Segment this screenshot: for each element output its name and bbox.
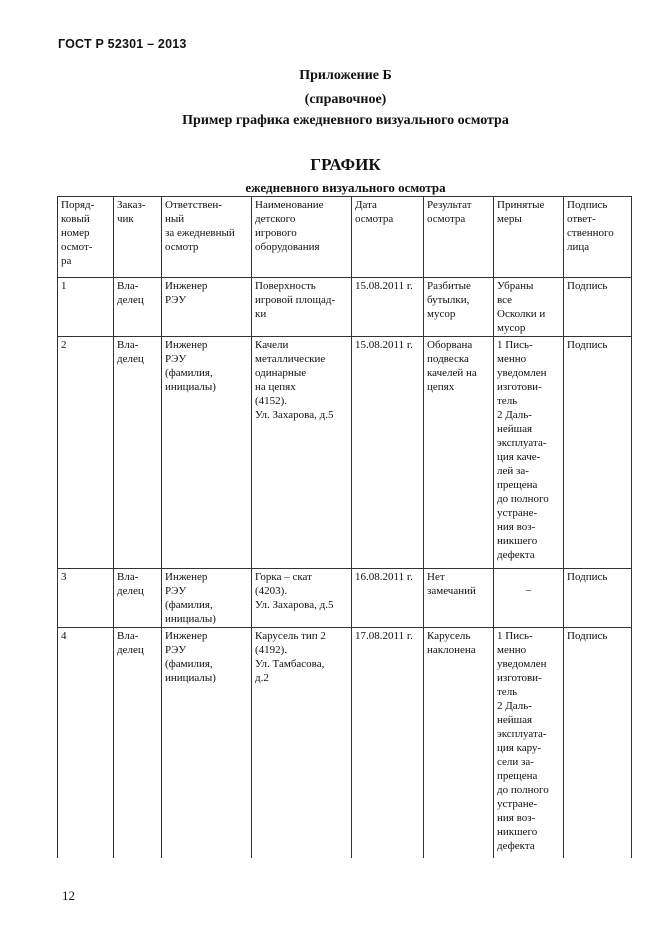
table-cell: Горка – скат (4203). Ул. Захарова, д.5 [252, 569, 352, 628]
column-header: Поряд- ковый номер осмот- ра [58, 197, 114, 278]
column-header: Заказ- чик [114, 197, 162, 278]
table-cell: Нет замечаний [424, 569, 494, 628]
table-cell: 1 Пись- менно уведомлен изготови- тель 2 Даль- нейшая эксплуата- ция каче- лей за- прещена до полного устране- ния воз- никшего дефекта [494, 337, 564, 569]
schedule-title: ГРАФИК [310, 155, 381, 174]
table-cell: Подпись [564, 569, 632, 628]
column-header: Дата осмотра [352, 197, 424, 278]
table-cell: Карусель тип 2 (4192). Ул. Тамбасова, д.2 [252, 628, 352, 858]
table-cell: 16.08.2011 г. [352, 569, 424, 628]
column-header: Принятые меры [494, 197, 564, 278]
table-cell: Карусель наклонена [424, 628, 494, 858]
table-cell: Оборвана подвеска качелей на цепях [424, 337, 494, 569]
column-header: Ответствен- ный за ежедневный осмотр [162, 197, 252, 278]
column-header: Подпись ответ- ственного лица [564, 197, 632, 278]
table-row [58, 337, 632, 569]
column-header: Наименование детского игрового оборудования [252, 197, 352, 278]
table-cell: 4 [58, 628, 114, 858]
table-cell: 2 [58, 337, 114, 569]
page-number: 12 [62, 888, 75, 903]
table-cell: Подпись [564, 628, 632, 858]
table-cell: Инженер РЭУ (фамилия, инициалы) [162, 628, 252, 858]
table-cell: 1 [58, 278, 114, 337]
table-cell: Инженер РЭУ (фамилия, инициалы) [162, 569, 252, 628]
table-row [58, 278, 632, 337]
table-cell: Разбитые бутылки, мусор [424, 278, 494, 337]
table-cell: Качели металлические одинарные на цепях (4152). Ул. Захарова, д.5 [252, 337, 352, 569]
table-row [58, 628, 632, 858]
schedule-subtitle: ежедневного визуального осмотра [245, 180, 446, 195]
table-cell: – [494, 569, 564, 628]
table-cell: Убраны все Осколки и мусор [494, 278, 564, 337]
inspection-schedule-table [57, 196, 632, 858]
table-cell: Подпись [564, 278, 632, 337]
table-cell: 3 [58, 569, 114, 628]
table-cell: 1 Пись- менно уведомлен изготови- тель 2 Даль- нейшая эксплуата- ция кару- сели за- прещена до полного устране- ния воз- никшего дефекта [494, 628, 564, 858]
table-cell: Вла- делец [114, 628, 162, 858]
table-cell: Инженер РЭУ (фамилия, инициалы) [162, 337, 252, 569]
table-cell: Вла- делец [114, 278, 162, 337]
appendix-type: (справочное) [304, 92, 387, 107]
appendix-title: Приложение Б [299, 68, 392, 83]
table-cell: Вла- делец [114, 337, 162, 569]
table-cell: 15.08.2011 г. [352, 278, 424, 337]
table-cell: Подпись [564, 337, 632, 569]
standard-header: ГОСТ Р 52301 – 2013 [58, 37, 187, 51]
table-cell: Инженер РЭУ [162, 278, 252, 337]
table-cell: Вла- делец [114, 569, 162, 628]
table-header-row [58, 197, 632, 278]
column-header: Результат осмотра [424, 197, 494, 278]
table-cell: 17.08.2011 г. [352, 628, 424, 858]
appendix-caption: Пример графика ежедневного визуального осмотра [182, 113, 509, 128]
table-cell: 15.08.2011 г. [352, 337, 424, 569]
table-row [58, 569, 632, 628]
table-cell: Поверхность игровой площад- ки [252, 278, 352, 337]
